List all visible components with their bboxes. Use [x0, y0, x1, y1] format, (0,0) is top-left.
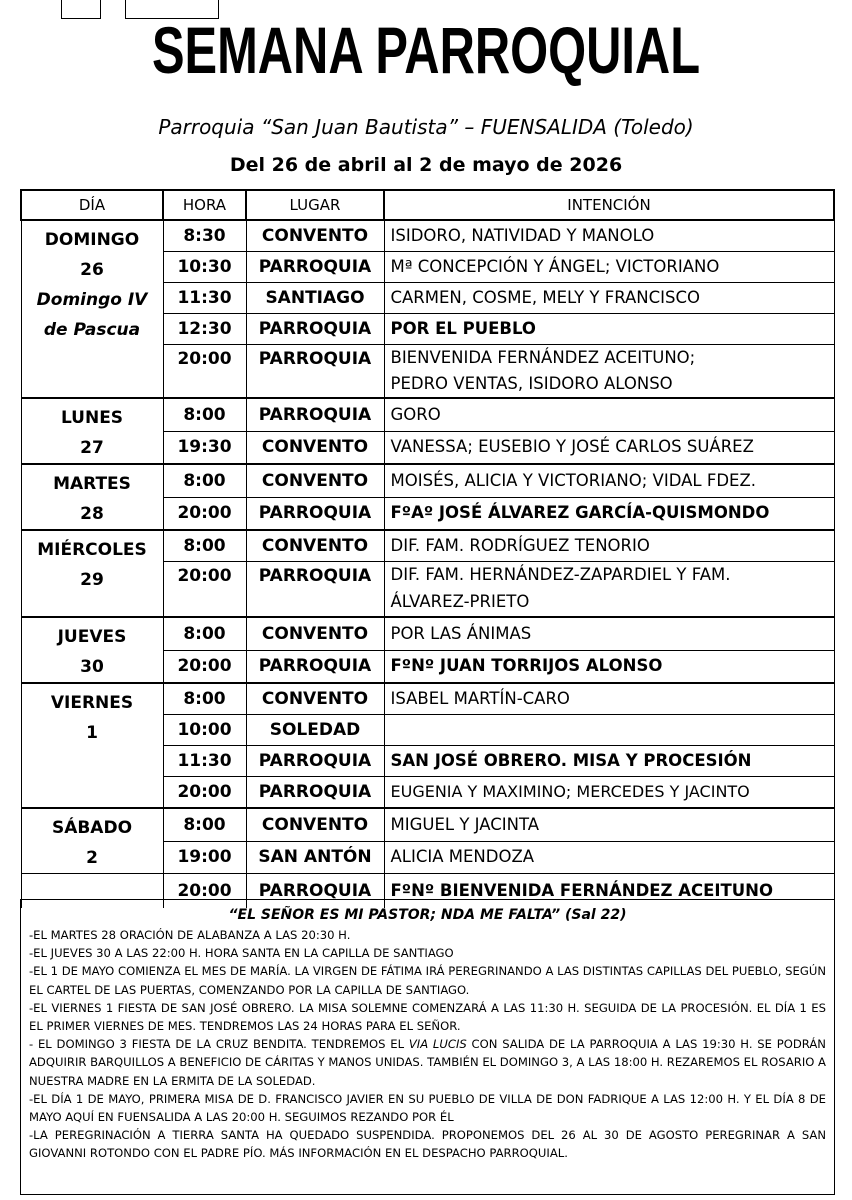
time-cell: 19:30	[163, 431, 246, 464]
date-range: Del 26 de abril al 2 de mayo de 2026	[229, 154, 623, 176]
intention-cell: MIGUEL Y JACINTA	[384, 808, 834, 841]
day-name: JUEVES	[57, 627, 127, 647]
intention-cell-cont: ÁLVAREZ-PRIETO	[384, 588, 834, 617]
header-intencion: INTENCIÓN	[384, 190, 834, 220]
frame-edge-left	[61, 0, 101, 19]
day-extra: de Pascua	[43, 320, 141, 340]
day-name: VIERNES	[50, 693, 134, 713]
schedule-table	[20, 189, 835, 908]
day-cell	[21, 398, 163, 464]
time-cell: 11:30	[163, 746, 246, 777]
intention-cell: Mª CONCEPCIÓN Y ÁNGEL; VICTORIANO	[384, 252, 834, 283]
intention-cell: FºAº JOSÉ ÁLVAREZ GARCÍA-QUISMONDO	[384, 497, 834, 530]
time-cell: 20:00	[163, 345, 246, 399]
table-row	[21, 220, 834, 252]
place-cell: CONVENTO	[246, 530, 384, 562]
intention-cell: BIENVENIDA FERNÁNDEZ ACEITUNO;	[384, 345, 834, 372]
intention-cell: DIF. FAM. RODRÍGUEZ TENORIO	[384, 530, 834, 562]
place-cell: PARROQUIA	[246, 874, 384, 909]
time-cell: 11:30	[163, 283, 246, 314]
day-cell	[21, 683, 163, 808]
table-header-row	[21, 190, 834, 220]
time-cell: 8:00	[163, 617, 246, 650]
header-lugar: LUGAR	[246, 190, 384, 220]
table-row	[21, 808, 834, 841]
intention-cell: ISABEL MARTÍN-CARO	[384, 683, 834, 715]
note-item: -EL 1 DE MAYO COMIENZA EL MES DE MARÍA. LA VIRGEN DE FÁTIMA IRÁ PEREGRINANDO A LAS DISTINTAS CAPILLAS DEL PUEBLO, SEGÚN EL CARTEL DE LAS PUERTAS, COMENZANDO POR LA CAPILLA DE SANTIAGO.	[29, 964, 826, 997]
time-cell: 10:30	[163, 252, 246, 283]
note-item: -EL VIERNES 1 FIESTA DE SAN JOSÉ OBRERO. LA MISA SOLEMNE COMENZARÁ A LAS 11:30 H. SEGUIDA DE LA PROCESIÓN. EL DÍA 1 ES EL PRIMER VIERNES DE MES. TENDREMOS LAS 24 HORAS PARA EL SEÑOR.	[29, 1000, 826, 1034]
place-cell: PARROQUIA	[246, 398, 384, 431]
day-number: 2	[86, 848, 98, 868]
intention-cell	[384, 715, 834, 746]
place-cell: SAN ANTÓN	[246, 841, 384, 874]
intention-cell: EUGENIA Y MAXIMINO; MERCEDES Y JACINTO	[384, 777, 834, 809]
note-item: -EL DÍA 1 DE MAYO, PRIMERA MISA DE D. FRANCISCO JAVIER EN SU PUEBLO DE VILLA DE DON FADRIQUE A LAS 12:00 H. Y EL DÍA 8 DE MAYO AQUÍ EN FUENSALIDA A LAS 20:00 H. SEGUIMOS REZANDO POR ÉL	[29, 1091, 826, 1125]
time-cell: 8:00	[163, 808, 246, 841]
time-cell: 19:00	[163, 841, 246, 874]
place-cell: CONVENTO	[246, 464, 384, 497]
day-name: MIÉRCOLES	[37, 540, 147, 560]
intention-cell: GORO	[384, 398, 834, 431]
day-number: 29	[80, 570, 104, 590]
day-number: 26	[80, 260, 104, 280]
time-cell: 20:00	[163, 874, 246, 909]
time-cell: 20:00	[163, 650, 246, 683]
day-cell	[21, 220, 163, 398]
time-cell: 8:00	[163, 530, 246, 562]
day-group-jueves	[21, 617, 834, 683]
intention-cell: POR EL PUEBLO	[384, 314, 834, 345]
day-number: 28	[80, 504, 104, 524]
place-cell: PARROQUIA	[246, 345, 384, 399]
place-cell: SANTIAGO	[246, 283, 384, 314]
day-number: 27	[80, 438, 104, 458]
day-number: 30	[80, 657, 104, 677]
day-cell	[21, 530, 163, 617]
intention-cell: CARMEN, COSME, MELY Y FRANCISCO	[384, 283, 834, 314]
place-cell: PARROQUIA	[246, 497, 384, 530]
time-cell: 8:00	[163, 398, 246, 431]
day-group-martes	[21, 464, 834, 530]
day-cell	[21, 617, 163, 683]
note-text-italic: VIA LUCIS	[408, 1037, 467, 1052]
intention-cell: DIF. FAM. HERNÁNDEZ-ZAPARDIEL Y FAM.	[384, 562, 834, 589]
time-cell: 8:30	[163, 220, 246, 252]
motto: “EL SEÑOR ES MI PASTOR; NDA ME FALTA” (Sal 22)	[228, 907, 627, 923]
day-number: 1	[86, 723, 98, 743]
time-cell: 8:00	[163, 464, 246, 497]
intention-cell: FºNº JUAN TORRIJOS ALONSO	[384, 650, 834, 683]
day-group-viernes	[21, 683, 834, 808]
intention-cell: SAN JOSÉ OBRERO. MISA Y PROCESIÓN	[384, 746, 834, 777]
time-cell: 20:00	[163, 497, 246, 530]
place-cell: PARROQUIA	[246, 252, 384, 283]
day-name: MARTES	[53, 474, 131, 494]
time-cell: 12:30	[163, 314, 246, 345]
place-cell: PARROQUIA	[246, 777, 384, 809]
intention-cell: VANESSA; EUSEBIO Y JOSÉ CARLOS SUÁREZ	[384, 431, 834, 464]
table-row	[21, 398, 834, 431]
note-text: - EL DOMINGO 3 FIESTA DE LA CRUZ BENDITA. TENDREMOS EL	[29, 1037, 409, 1052]
place-cell: CONVENTO	[246, 617, 384, 650]
time-cell: 8:00	[163, 683, 246, 715]
place-cell: CONVENTO	[246, 683, 384, 715]
header-dia: DÍA	[21, 190, 163, 220]
parish-subtitle: Parroquia “San Juan Bautista” – FUENSALIDA (Toledo)	[158, 115, 694, 139]
place-cell: PARROQUIA	[246, 562, 384, 618]
day-extra: Domingo IV	[36, 290, 148, 310]
place-cell: CONVENTO	[246, 431, 384, 464]
day-group-lunes	[21, 398, 834, 464]
note-item	[29, 1035, 826, 1090]
note-item: -LA PEREGRINACIÓN A TIERRA SANTA HA QUEDADO SUSPENDIDA. PROPONEMOS DEL 26 AL 30 DE AGOSTO PEREGRINAR A SAN GIOVANNI ROTONDO CON EL PADRE PÍO. MÁS INFORMACIÓN EN EL DESPACHO PARROQUIAL.	[29, 1128, 826, 1161]
place-cell: CONVENTO	[246, 220, 384, 252]
intention-cell: ISIDORO, NATIVIDAD Y MANOLO	[384, 220, 834, 252]
time-cell: 20:00	[163, 777, 246, 809]
day-cell	[21, 464, 163, 530]
day-name: DOMINGO	[44, 230, 140, 250]
day-group-sabado	[21, 808, 834, 908]
day-name: SÁBADO	[51, 818, 133, 838]
intention-cell: POR LAS ÁNIMAS	[384, 617, 834, 650]
table-row	[21, 464, 834, 497]
day-name: LUNES	[60, 408, 124, 428]
table-row	[21, 617, 834, 650]
intention-cell: ALICIA MENDOZA	[384, 841, 834, 874]
time-cell: 20:00	[163, 562, 246, 618]
intention-cell: MOISÉS, ALICIA Y VICTORIANO; VIDAL FDEZ.	[384, 464, 834, 497]
day-group-miercoles	[21, 530, 834, 617]
day-group-domingo	[21, 220, 834, 398]
header-hora: HORA	[163, 190, 246, 220]
place-cell: PARROQUIA	[246, 746, 384, 777]
place-cell: SOLEDAD	[246, 715, 384, 746]
table-row	[21, 683, 834, 715]
place-cell: PARROQUIA	[246, 314, 384, 345]
intention-cell-cont: PEDRO VENTAS, ISIDORO ALONSO	[384, 371, 834, 398]
page-title: SEMANA PARROQUIAL	[151, 13, 701, 87]
intention-cell: FºNº BIENVENIDA FERNÁNDEZ ACEITUNO	[384, 874, 834, 909]
time-cell: 10:00	[163, 715, 246, 746]
place-cell: CONVENTO	[246, 808, 384, 841]
note-text: CON SALIDA DE LA PARROQUIA A LAS 19:30 H. SE PODRÁN ADQUIRIR BARQUILLOS A BENEFICIO DE CÁRITAS Y MANOS UNIDAS. TAMBIÉN EL DOMINGO 3, A LAS 18:00 H. REZAREMOS EL ROSARIO A NUESTRA MADRE EN LA ERMITA DE LA SOLEDAD.	[29, 1037, 826, 1088]
table-row	[21, 530, 834, 562]
note-item: -EL MARTES 28 ORACIÓN DE ALABANZA A LAS 20:30 H.	[29, 928, 351, 942]
notes-box	[20, 899, 835, 1195]
note-item: -EL JUEVES 30 A LAS 22:00 H. HORA SANTA EN LA CAPILLA DE SANTIAGO	[29, 946, 454, 961]
place-cell: PARROQUIA	[246, 650, 384, 683]
day-cell	[21, 808, 163, 874]
